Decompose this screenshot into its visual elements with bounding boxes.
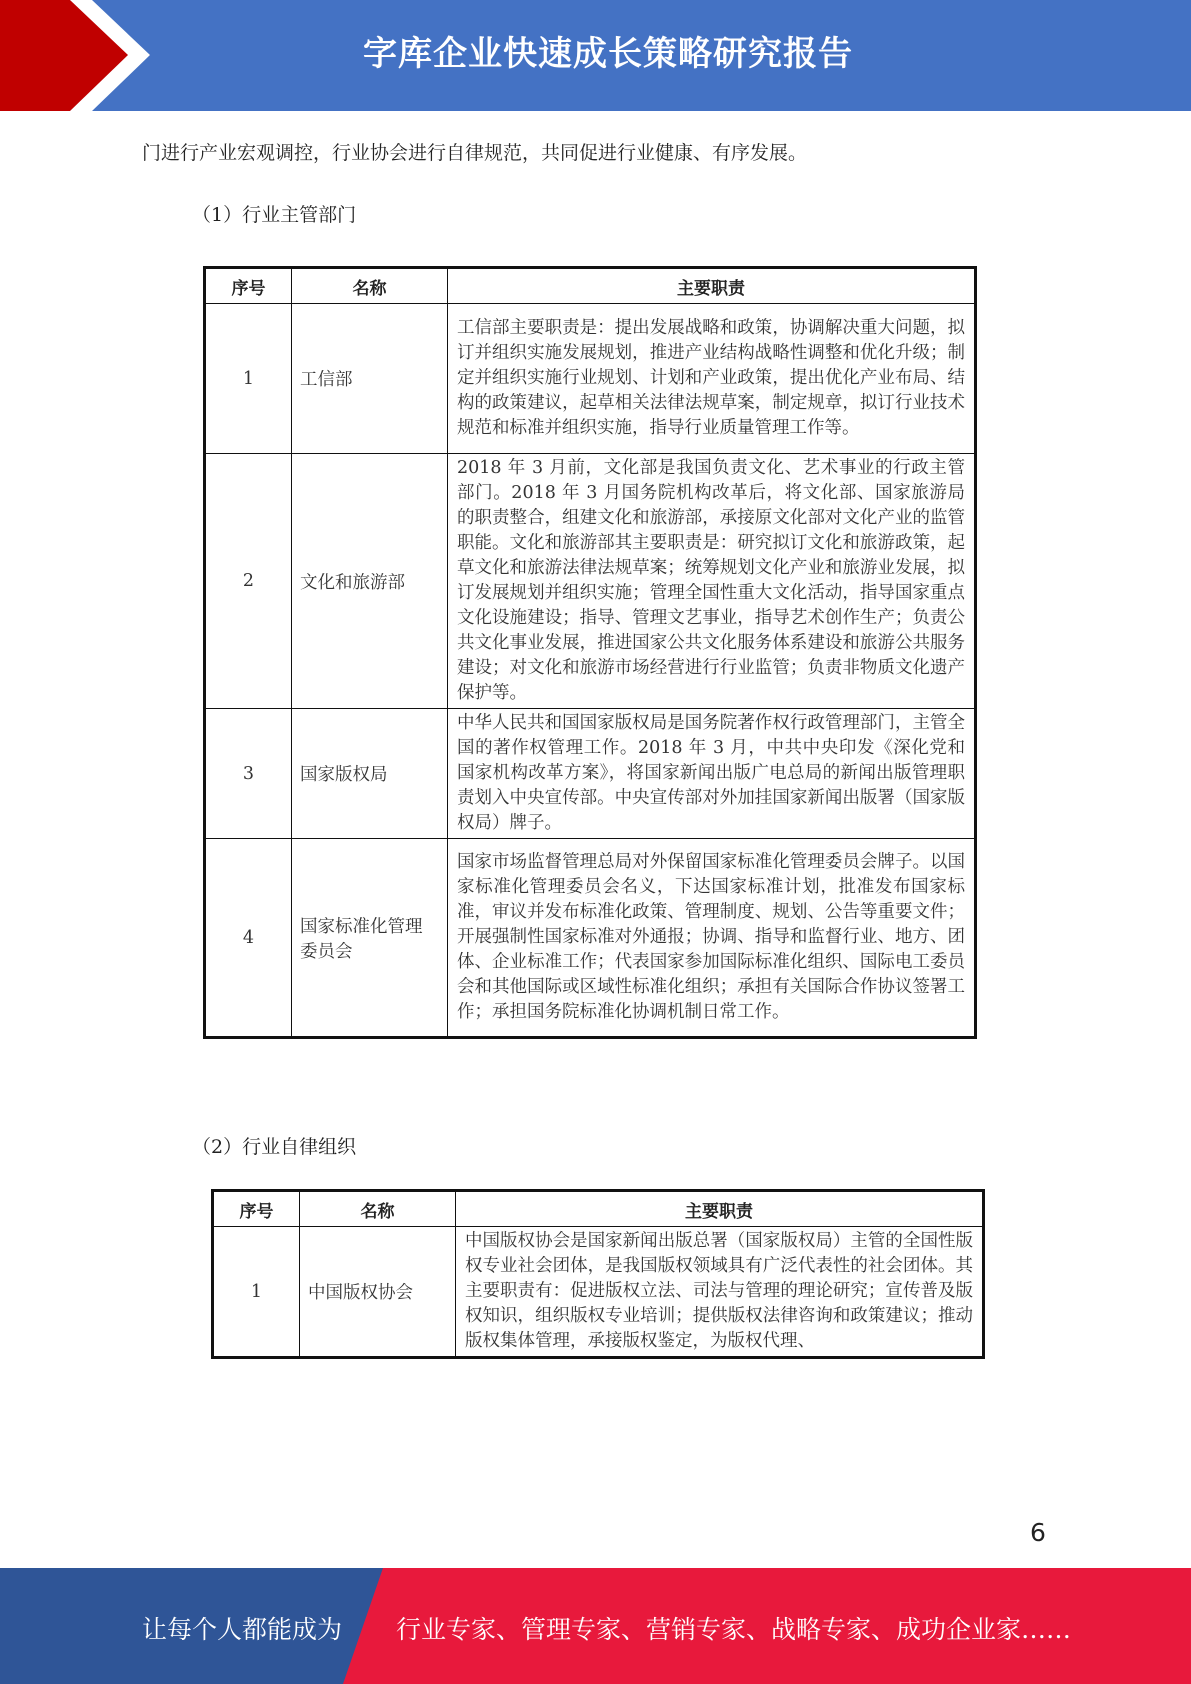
row-name: 文化和旅游部 bbox=[292, 454, 448, 709]
row-number: 1 bbox=[213, 1227, 300, 1358]
section-1-title: （1）行业主管部门 bbox=[192, 204, 357, 226]
row-number: 3 bbox=[205, 709, 292, 839]
col-header-no: 序号 bbox=[213, 1191, 300, 1227]
col-header-duty: 主要职责 bbox=[456, 1191, 984, 1227]
col-header-no: 序号 bbox=[205, 268, 292, 304]
row-name: 工信部 bbox=[292, 304, 448, 454]
self-regulatory-table bbox=[211, 1189, 985, 1359]
row-duty: 中国版权协会是国家新闻出版总署（国家版权局）主管的全国性版权专业社会团体，是我国版权领域具有广泛代表性的社会团体。其主要职责有：促进版权立法、司法与管理的理论研究；宣传普及版权知识，组织版权专业培训；提供版权法律咨询和政策建议；推动版权集体管理，承接版权鉴定，为版权代理、 bbox=[456, 1227, 984, 1358]
col-header-name: 名称 bbox=[300, 1191, 456, 1227]
col-header-name: 名称 bbox=[292, 268, 448, 304]
row-duty: 中华人民共和国国家版权局是国务院著作权行政管理部门，主管全国的著作权管理工作。2018 年 3 月，中共中央印发《深化党和国家机构改革方案》，将国家新闻出版广电总局的新闻出版管理职责划入中央宣传部。中央宣传部对外加挂国家新闻出版署（国家版权局）牌子。 bbox=[448, 709, 976, 839]
footer-slogan-left: 让每个人都能成为 bbox=[142, 1615, 343, 1644]
report-title: 字库企业快速成长策略研究报告 bbox=[363, 34, 853, 74]
row-number: 4 bbox=[205, 839, 292, 1038]
row-number: 2 bbox=[205, 454, 292, 709]
table-header-row bbox=[205, 268, 976, 304]
page-number: 6 bbox=[1030, 1518, 1046, 1547]
table-row bbox=[213, 1227, 984, 1358]
row-name: 国家版权局 bbox=[292, 709, 448, 839]
header-banner bbox=[0, 0, 1191, 111]
regulator-table bbox=[203, 266, 977, 1039]
row-duty: 国家市场监督管理总局对外保留国家标准化管理委员会牌子。以国家标准化管理委员会名义，下达国家标准计划，批准发布国家标准，审议并发布标准化政策、管理制度、规划、公告等重要文件；开展强制性国家标准对外通报；协调、指导和监督行业、地方、团体、企业标准工作；代表国家参加国际标准化组织、国际电工委员会和其他国际或区域性标准化组织；承担有关国际合作协议签署工作；承担国务院标准化协调机制日常工作。 bbox=[448, 839, 976, 1038]
row-duty: 2018 年 3 月前，文化部是我国负责文化、艺术事业的行政主管部门。2018 年 3 月国务院机构改革后，将文化部、国家旅游局的职责整合，组建文化和旅游部，承接原文化部对文化产业的监管职能。文化和旅游部其主要职责是：研究拟订文化和旅游政策，起草文化和旅游法律法规草案；统筹规划文化产业和旅游业发展，拟订发展规划并组织实施；管理全国性重大文化活动，指导国家重点文化设施建设；指导、管理文艺事业，指导艺术创作生产；负责公共文化事业发展，推进国家公共文化服务体系建设和旅游公共服务建设；对文化和旅游市场经营进行行业监管；负责非物质文化遗产保护等。 bbox=[448, 454, 976, 709]
row-number: 1 bbox=[205, 304, 292, 454]
section-2-title: （2）行业自律组织 bbox=[192, 1136, 357, 1158]
table-row bbox=[205, 454, 976, 709]
col-header-duty: 主要职责 bbox=[448, 268, 976, 304]
row-name: 国家标准化管理委员会 bbox=[292, 839, 448, 1038]
table-row bbox=[205, 709, 976, 839]
table-header-row bbox=[213, 1191, 984, 1227]
footer-slogan-right: 行业专家、管理专家、营销专家、战略专家、成功企业家…… bbox=[396, 1615, 1072, 1644]
table-row bbox=[205, 839, 976, 1038]
table-row bbox=[205, 304, 976, 454]
row-duty: 工信部主要职责是：提出发展战略和政策，协调解决重大问题，拟订并组织实施发展规划，推进产业结构战略性调整和优化升级；制定并组织实施行业规划、计划和产业政策，提出优化产业布局、结构的政策建议，起草相关法律法规草案，制定规章，拟订行业技术规范和标准并组织实施，指导行业质量管理工作等。 bbox=[448, 304, 976, 454]
intro-paragraph: 门进行产业宏观调控，行业协会进行自律规范，共同促进行业健康、有序发展。 bbox=[142, 142, 808, 164]
row-name: 中国版权协会 bbox=[300, 1227, 456, 1358]
